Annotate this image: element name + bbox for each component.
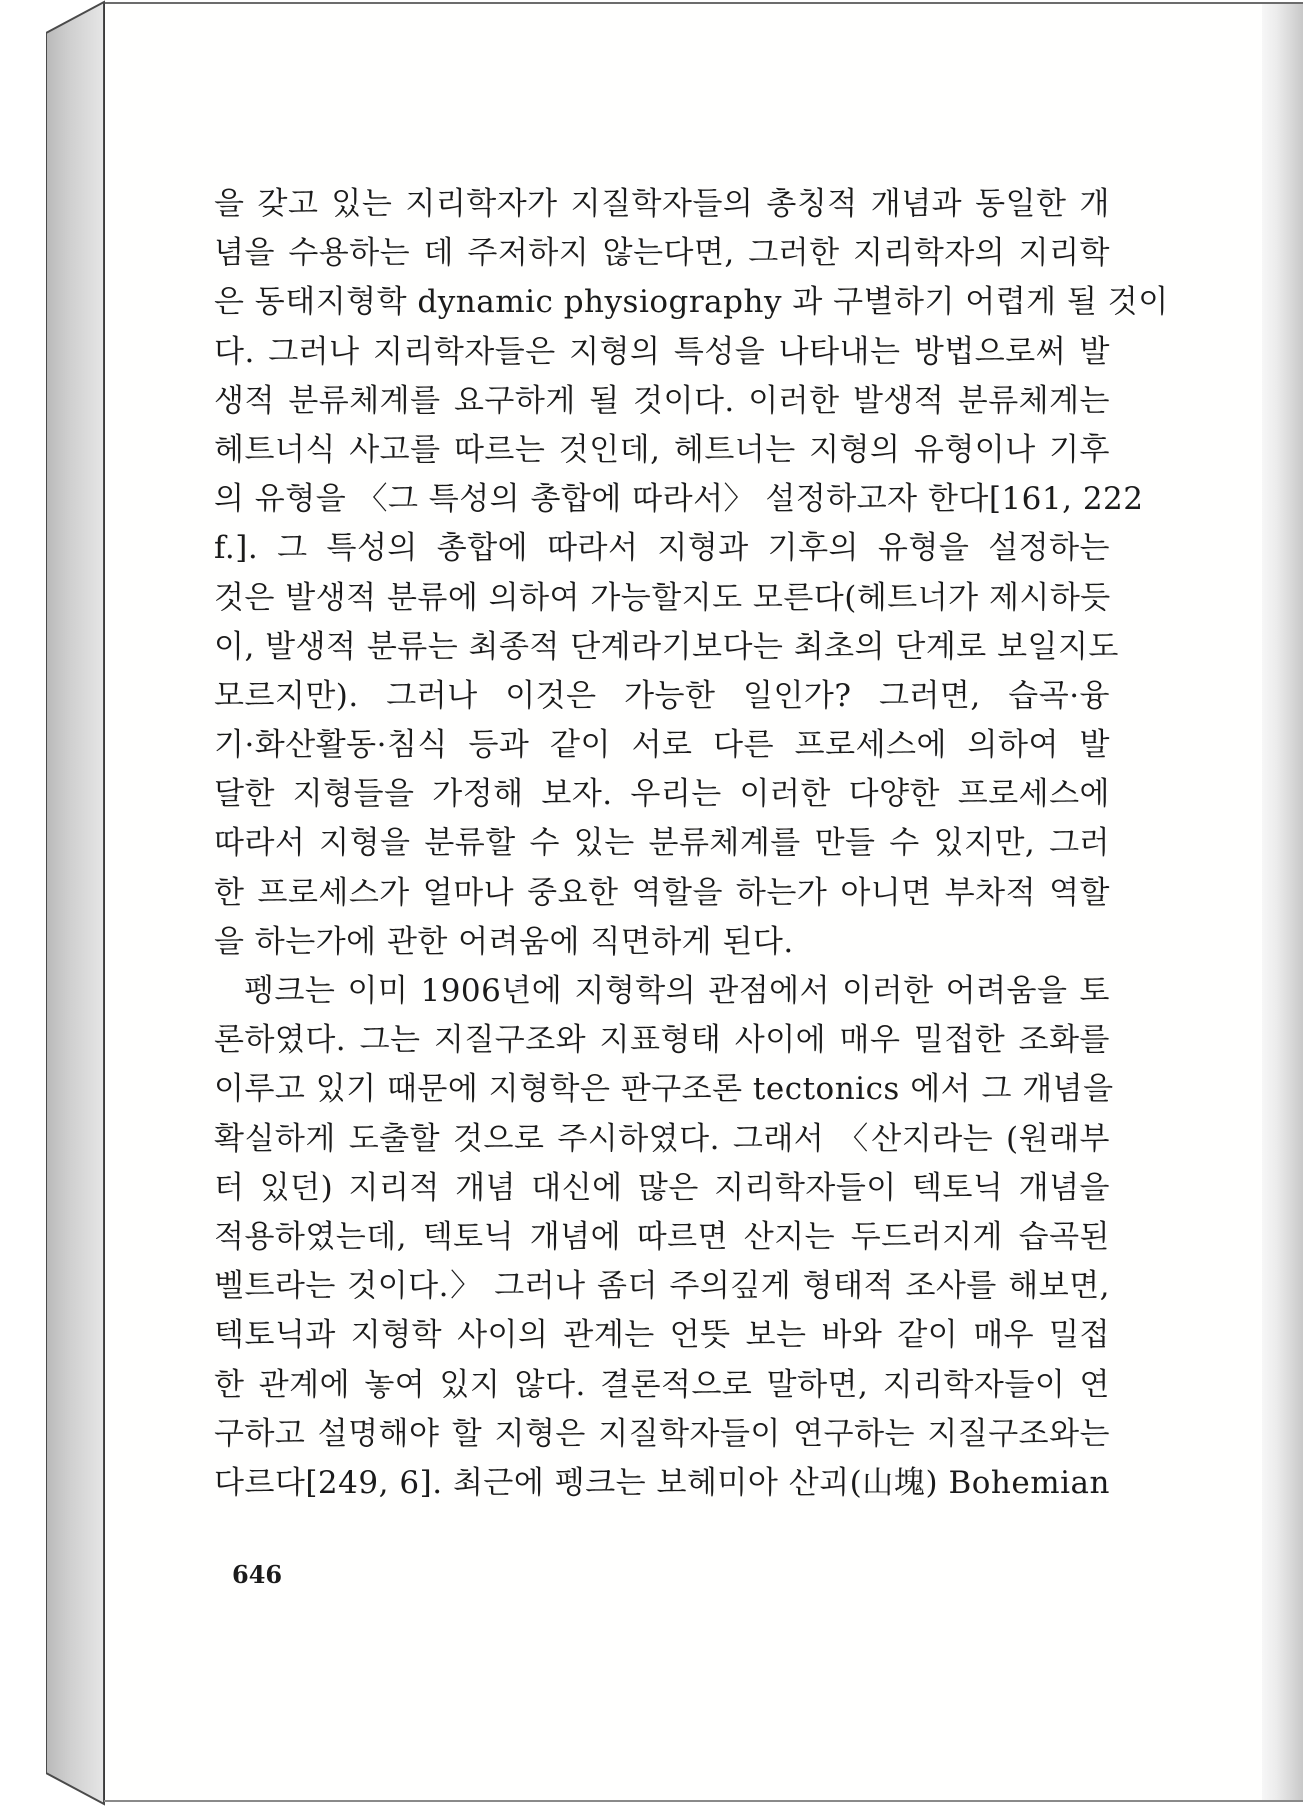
text-line: 것은 발생적 분류에 의하여 가능할지도 모른다(헤트너가 제시하듯 (214, 579, 1111, 616)
text-line: 헤트너식 사고를 따르는 것인데, 헤트너는 지형의 유형이나 기후 (214, 431, 1110, 468)
text-line: 론하였다. 그는 지질구조와 지표형태 사이에 매우 밀접한 조화를 (214, 1022, 1110, 1059)
body-text (214, 180, 1169, 1508)
text-line: 적용하였는데, 텍토닉 개념에 따르면 산지는 두드러지게 습곡된 (214, 1218, 1110, 1255)
text-line: 은 동태지형학 dynamic physiography 과 구별하기 어렵게 될 것이 (214, 284, 1169, 321)
text-line: 모르지만). 그러나 이것은 가능한 일인가? 그러면, 습곡·융 (214, 677, 1110, 714)
page-edge-shadow (1262, 4, 1303, 1802)
text-line: 이루고 있기 때문에 지형학은 판구조론 tectonics 에서 그 개념을 (214, 1071, 1114, 1108)
text-line: 달한 지형들을 가정해 보자. 우리는 이러한 다양한 프로세스에 (214, 776, 1110, 813)
text-line: 텍토닉과 지형학 사이의 관계는 언뜻 보는 바와 같이 매우 밀접 (214, 1317, 1110, 1354)
text-line: f.]. 그 특성의 총합에 따라서 지형과 기후의 유형을 설정하는 (214, 530, 1110, 567)
text-line: 따라서 지형을 분류할 수 있는 분류체계를 만들 수 있지만, 그러 (214, 825, 1110, 862)
page-number: 646 (232, 1560, 283, 1589)
spine-graphic (46, 0, 108, 1806)
text-line: 생적 분류체계를 요구하게 될 것이다. 이러한 발생적 분류체계는 (214, 382, 1110, 419)
text-line: 의 유형을 〈그 특성의 총합에 따라서〉 설정하고자 한다[161, 222 (214, 481, 1144, 518)
text-line: 터 있던) 지리적 개념 대신에 많은 지리학자들이 텍토닉 개념을 (214, 1169, 1110, 1206)
text-line: 한 프로세스가 얼마나 중요한 역할을 하는가 아니면 부차적 역할 (214, 874, 1110, 911)
text-line: 구하고 설명해야 할 지형은 지질학자들이 연구하는 지질구조와는 (214, 1415, 1110, 1452)
text-line: 을 갖고 있는 지리학자가 지질학자들의 총칭적 개념과 동일한 개 (214, 186, 1110, 222)
text-line: 념을 수용하는 데 주저하지 않는다면, 그러한 지리학자의 지리학 (214, 235, 1110, 272)
text-line: 다르다[249, 6]. 최근에 펭크는 보헤미아 산괴(山塊) Bohemian (214, 1464, 1110, 1501)
text-line: 을 하는가에 관한 어려움에 직면하게 된다. (214, 923, 794, 960)
text-line: 다. 그러나 지리학자들은 지형의 특성을 나타내는 방법으로써 발 (214, 333, 1110, 370)
text-line: 펭크는 이미 1906년에 지형학의 관점에서 이러한 어려움을 토 (244, 973, 1110, 1009)
book-spine (46, 0, 108, 1806)
text-line: 이, 발생적 분류는 최종적 단계라기보다는 최초의 단계로 보일지도 (214, 628, 1119, 665)
text-line: 한 관계에 놓여 있지 않다. 결론적으로 말하면, 지리학자들이 연 (214, 1366, 1110, 1403)
book-bottom-edge (104, 1800, 1303, 1802)
text-line: 확실하게 도출할 것으로 주시하였다. 그래서 〈산지라는 (원래부 (214, 1120, 1110, 1157)
text-line: 벨트라는 것이다.〉 그러나 좀더 주의깊게 형태적 조사를 해보면, (214, 1268, 1110, 1305)
text-line: 기·화산활동·침식 등과 같이 서로 다른 프로세스에 의하여 발 (214, 727, 1110, 764)
